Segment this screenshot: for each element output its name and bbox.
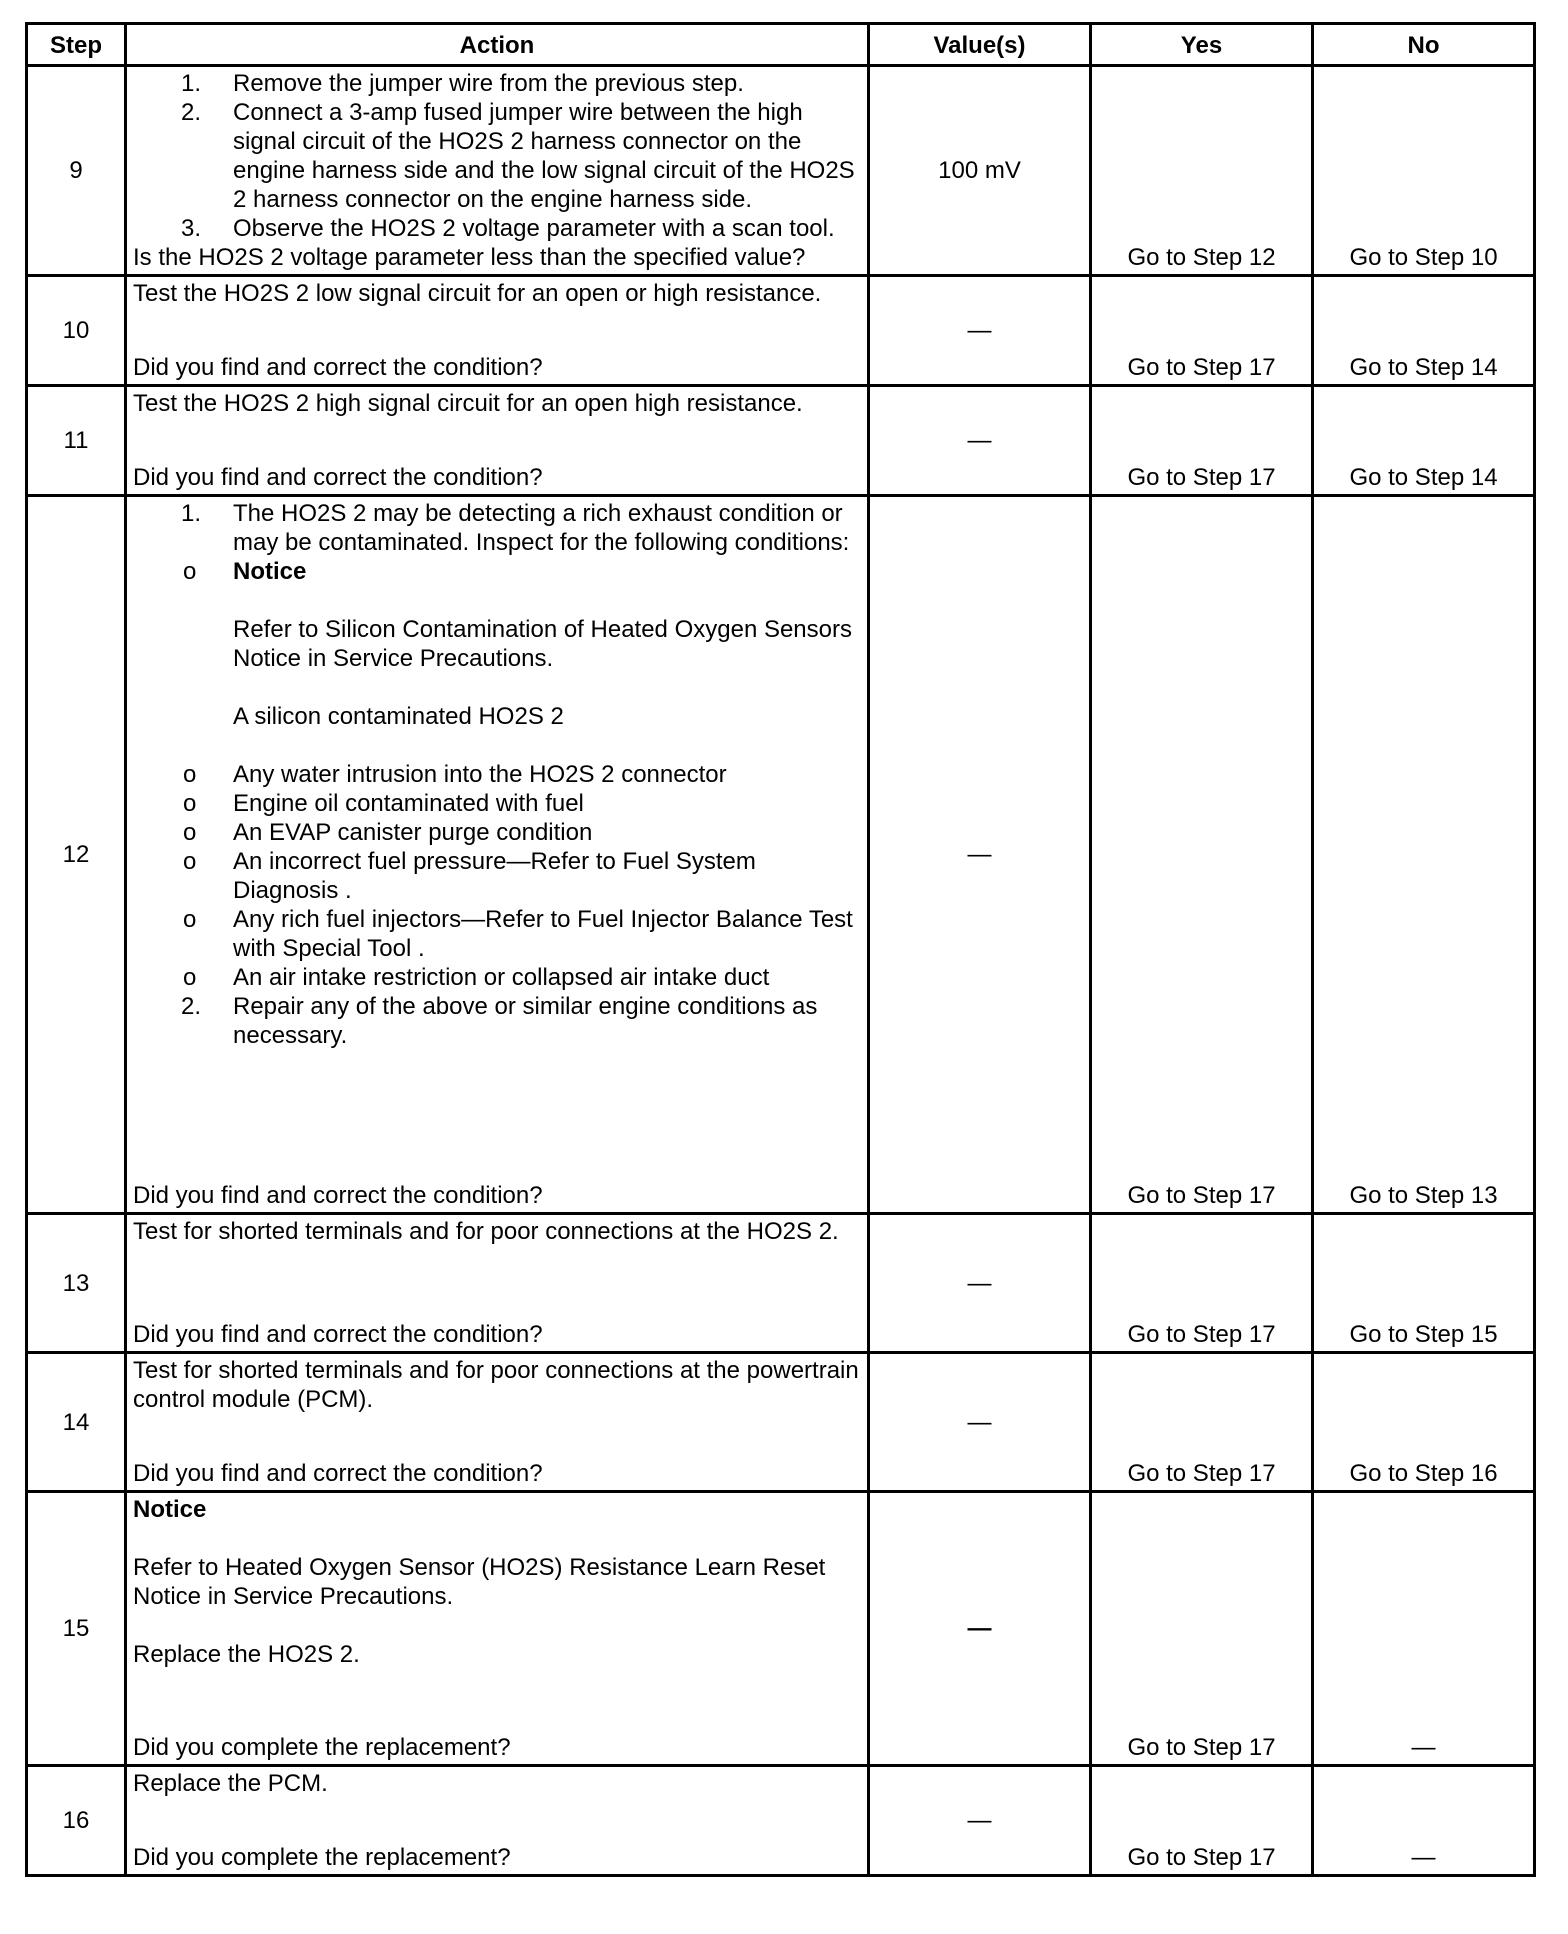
sub-list-item xyxy=(133,818,863,847)
yes-link[interactable]: Go to Step 17 xyxy=(1091,1353,1313,1492)
action-cell xyxy=(126,1766,869,1876)
header-step: Step xyxy=(27,24,126,66)
header-row xyxy=(27,24,1535,66)
list-item xyxy=(133,98,863,214)
no-link[interactable]: Go to Step 14 xyxy=(1313,386,1535,496)
action-cell xyxy=(126,1214,869,1353)
header-action: Action xyxy=(126,24,869,66)
list-item xyxy=(133,992,863,1050)
bullet: o xyxy=(183,790,197,817)
step-number: 14 xyxy=(27,1353,126,1492)
table-row-step-15 xyxy=(27,1492,1535,1766)
sub-list xyxy=(133,557,863,992)
item-text: Repair any of the above or similar engine conditions as necessary. xyxy=(233,993,818,1049)
action-cell xyxy=(126,496,869,1214)
condition-text: An incorrect fuel pressure—Refer to Fuel System Diagnosis . xyxy=(233,848,756,904)
notice-title: Notice xyxy=(133,1496,207,1523)
sub-list-item xyxy=(133,963,863,992)
action-cell xyxy=(126,1353,869,1492)
bullet: o xyxy=(183,819,197,846)
no-link[interactable]: Go to Step 10 xyxy=(1313,66,1535,276)
step-number: 16 xyxy=(27,1766,126,1876)
sub-list-item xyxy=(133,760,863,789)
table-row-step-13 xyxy=(27,1214,1535,1353)
no-link[interactable]: Go to Step 15 xyxy=(1313,1214,1535,1353)
yes-link[interactable]: Go to Step 12 xyxy=(1091,66,1313,276)
yes-link[interactable]: Go to Step 17 xyxy=(1091,1766,1313,1876)
notice-title: Notice xyxy=(233,558,307,585)
condition-text: An air intake restriction or collapsed air intake duct xyxy=(233,964,770,991)
question-text: Did you find and correct the condition? xyxy=(133,464,543,491)
notice-item: A silicon contaminated HO2S 2 xyxy=(233,703,564,730)
question-text: Did you find and correct the condition? xyxy=(133,354,543,381)
sub-list-item xyxy=(133,557,863,760)
item-text: Connect a 3-amp fused jumper wire between the high signal circuit of the HO2S 2 harness connector on the engine harness side and the low signal circuit of the HO2S 2 harness connector on the engine harness side. xyxy=(233,99,855,213)
instruction-text: Replace the PCM. xyxy=(133,1770,328,1797)
condition-text: An EVAP canister purge condition xyxy=(233,819,593,846)
table-row-step-10 xyxy=(27,276,1535,386)
value-cell: — xyxy=(869,276,1091,386)
no-link[interactable]: Go to Step 13 xyxy=(1313,496,1535,1214)
yes-link[interactable]: Go to Step 17 xyxy=(1091,386,1313,496)
step-number: 13 xyxy=(27,1214,126,1353)
item-number: 2. xyxy=(181,993,202,1020)
no-link[interactable]: Go to Step 16 xyxy=(1313,1353,1535,1492)
value-cell: — xyxy=(869,1492,1091,1766)
instruction-text: Test the HO2S 2 low signal circuit for an open or high resistance. xyxy=(133,280,822,307)
action-body xyxy=(133,499,863,1050)
list-item xyxy=(133,499,863,992)
numbered-list xyxy=(133,499,863,1050)
instruction-text: Test for shorted terminals and for poor connections at the HO2S 2. xyxy=(133,1218,839,1245)
step-number: 11 xyxy=(27,386,126,496)
instruction-text: Test for shorted terminals and for poor connections at the powertrain control module (PCM). xyxy=(133,1357,859,1413)
sub-list-item xyxy=(133,789,863,818)
list-item xyxy=(133,214,863,243)
header-yes: Yes xyxy=(1091,24,1313,66)
value-cell: — xyxy=(869,496,1091,1214)
notice-text: Refer to Heated Oxygen Sensor (HO2S) Resistance Learn Reset Notice in Service Precautions. xyxy=(133,1554,826,1610)
table-row-step-11 xyxy=(27,386,1535,496)
question-text: Did you find and correct the condition? xyxy=(133,1460,543,1487)
step-number: 9 xyxy=(27,66,126,276)
bullet: o xyxy=(183,761,197,788)
step-number: 15 xyxy=(27,1492,126,1766)
item-number: 1. xyxy=(181,500,202,527)
action-cell xyxy=(126,1492,869,1766)
item-text: The HO2S 2 may be detecting a rich exhaust condition or may be contaminated. Inspect for the following conditions: xyxy=(233,500,850,556)
question-text: Did you complete the replacement? xyxy=(133,1844,511,1871)
value-cell: — xyxy=(869,386,1091,496)
table-row-step-9 xyxy=(27,66,1535,276)
step-number: 12 xyxy=(27,496,126,1214)
table-row-step-12 xyxy=(27,496,1535,1214)
list-item xyxy=(133,69,863,98)
item-text: Remove the jumper wire from the previous step. xyxy=(233,70,744,97)
condition-text: Engine oil contaminated with fuel xyxy=(233,790,584,817)
question-text: Did you find and correct the condition? xyxy=(133,1321,543,1348)
action-cell xyxy=(126,386,869,496)
value-cell: — xyxy=(869,1353,1091,1492)
value-cell: 100 mV xyxy=(869,66,1091,276)
bullet: o xyxy=(183,964,197,991)
action-body xyxy=(133,1495,863,1669)
condition-text: Any rich fuel injectors—Refer to Fuel Injector Balance Test with Special Tool . xyxy=(233,906,853,962)
sub-list-item xyxy=(133,847,863,905)
item-text: Observe the HO2S 2 voltage parameter with a scan tool. xyxy=(233,215,835,242)
action-cell xyxy=(126,276,869,386)
no-link[interactable]: Go to Step 14 xyxy=(1313,276,1535,386)
bullet: o xyxy=(183,906,197,933)
diagnostic-table xyxy=(25,22,1536,1877)
question-text: Did you find and correct the condition? xyxy=(133,1182,543,1209)
numbered-list xyxy=(133,69,863,243)
header-values: Value(s) xyxy=(869,24,1091,66)
yes-link[interactable]: Go to Step 17 xyxy=(1091,1214,1313,1353)
value-cell: — xyxy=(869,1214,1091,1353)
condition-text: Any water intrusion into the HO2S 2 connector xyxy=(233,761,727,788)
question-text: Did you complete the replacement? xyxy=(133,1734,511,1761)
notice-text: Refer to Silicon Contamination of Heated Oxygen Sensors Notice in Service Precautions. xyxy=(233,616,852,672)
header-no: No xyxy=(1313,24,1535,66)
action-cell xyxy=(126,66,869,276)
item-number: 1. xyxy=(181,70,202,97)
question-text: Is the HO2S 2 voltage parameter less than the specified value? xyxy=(133,244,806,271)
instruction-text: Replace the HO2S 2. xyxy=(133,1641,360,1668)
bullet: o xyxy=(183,558,197,585)
value-cell: — xyxy=(869,1766,1091,1876)
item-number: 2. xyxy=(181,99,202,126)
table-row-step-14 xyxy=(27,1353,1535,1492)
yes-link[interactable]: Go to Step 17 xyxy=(1091,1492,1313,1766)
no-value: — xyxy=(1313,1492,1535,1766)
instruction-text: Test the HO2S 2 high signal circuit for an open high resistance. xyxy=(133,390,803,417)
no-value: — xyxy=(1313,1766,1535,1876)
yes-link[interactable]: Go to Step 17 xyxy=(1091,276,1313,386)
sub-list-item xyxy=(133,905,863,963)
table-row-step-16 xyxy=(27,1766,1535,1876)
item-number: 3. xyxy=(181,215,202,242)
yes-link[interactable]: Go to Step 17 xyxy=(1091,496,1313,1214)
bullet: o xyxy=(183,848,197,875)
step-number: 10 xyxy=(27,276,126,386)
